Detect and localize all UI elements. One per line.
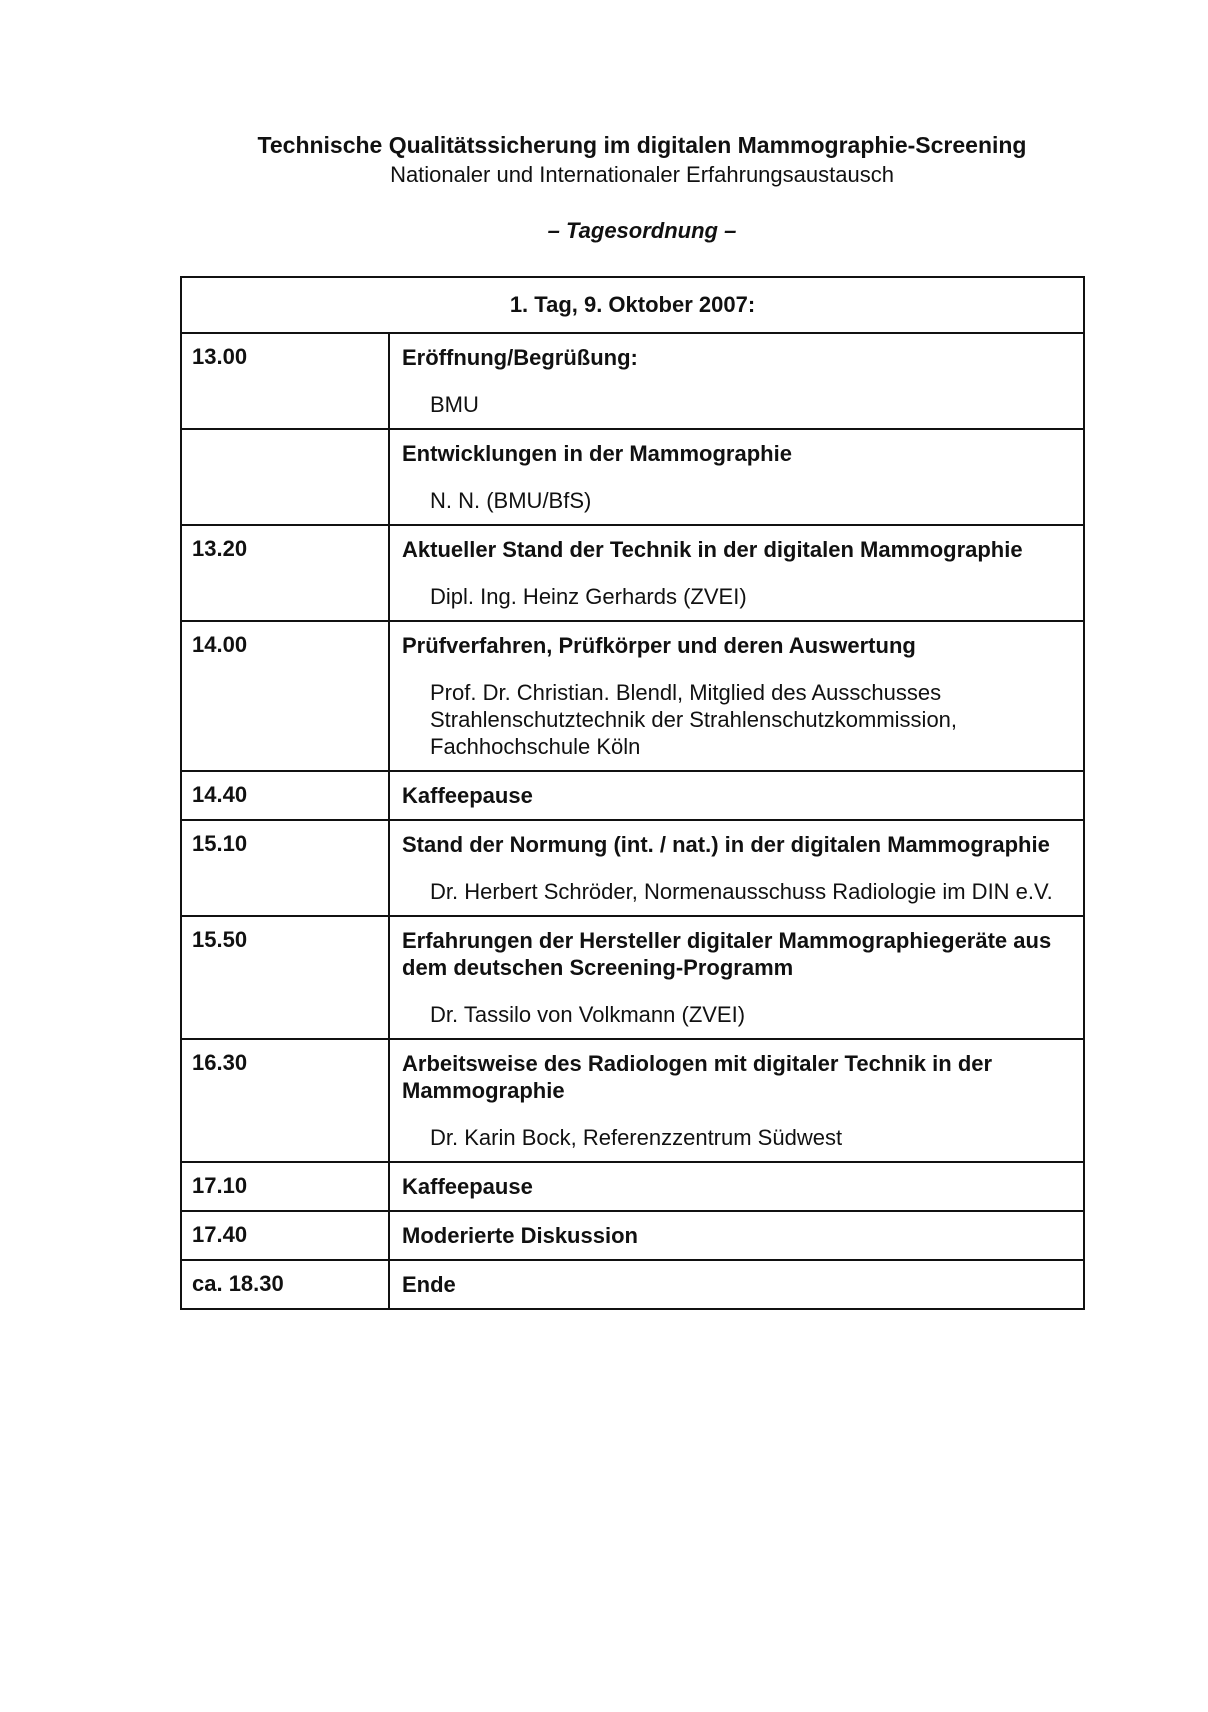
agenda-item — [389, 1162, 1084, 1211]
agenda-item-title: Arbeitsweise des Radiologen mit digitaler Technik in der Mammographie — [402, 1051, 993, 1103]
agenda-row — [181, 1211, 1084, 1260]
agenda-row — [181, 820, 1084, 916]
agenda-row — [181, 771, 1084, 820]
agenda-row — [181, 525, 1084, 621]
agenda-row — [181, 916, 1084, 1039]
agenda-item — [389, 916, 1084, 1039]
agenda-item — [389, 429, 1084, 525]
agenda-row — [181, 1039, 1084, 1162]
agenda-item-title: Entwicklungen in der Mammographie — [402, 441, 792, 466]
agenda-time: 15.10 — [181, 820, 389, 916]
day-heading: 1. Tag, 9. Oktober 2007: — [181, 277, 1084, 333]
agenda-item-title: Aktueller Stand der Technik in der digitalen Mammographie — [402, 537, 1023, 562]
agenda-item-speaker: Dipl. Ing. Heinz Gerhards (ZVEI) — [430, 584, 747, 609]
document-subtitle: Nationaler und Internationaler Erfahrungsaustausch — [390, 162, 894, 187]
agenda-time: 15.50 — [181, 916, 389, 1039]
agenda-item — [389, 820, 1084, 916]
agenda-item — [389, 1260, 1084, 1309]
agenda-time: 17.10 — [181, 1162, 389, 1211]
agenda-item-title: Stand der Normung (int. / nat.) in der digitalen Mammographie — [402, 832, 1050, 857]
agenda-row — [181, 333, 1084, 429]
agenda-time: 16.30 — [181, 1039, 389, 1162]
agenda-item-title: Moderierte Diskussion — [402, 1223, 638, 1248]
agenda-item — [389, 525, 1084, 621]
agenda-row — [181, 621, 1084, 771]
agenda-row — [181, 429, 1084, 525]
agenda-item-speaker: BMU — [430, 392, 479, 417]
agenda-item-title: Kaffeepause — [402, 1174, 533, 1199]
agenda-item — [389, 1039, 1084, 1162]
agenda-time: 13.00 — [181, 333, 389, 429]
agenda-item-speaker: Dr. Herbert Schröder, Normenausschuss Radiologie im DIN e.V. — [430, 879, 1053, 904]
agenda-item-title: Eröffnung/Begrüßung: — [402, 345, 638, 370]
agenda-item — [389, 333, 1084, 429]
day-heading-row — [181, 277, 1084, 333]
agenda-item-title: Ende — [402, 1272, 456, 1297]
agenda-time: 14.00 — [181, 621, 389, 771]
agenda-item-speaker: N. N. (BMU/BfS) — [430, 488, 592, 513]
agenda-item — [389, 1211, 1084, 1260]
agenda-time: 13.20 — [181, 525, 389, 621]
agenda-item-title: Erfahrungen der Hersteller digitaler Mammographiegeräte aus dem deutschen Screening-Programm — [402, 928, 1052, 980]
agenda-time: ca. 18.30 — [181, 1260, 389, 1309]
agenda-label: – Tagesordnung – — [547, 218, 737, 243]
agenda-item-speaker: Dr. Tassilo von Volkmann (ZVEI) — [430, 1002, 746, 1027]
agenda-row — [181, 1260, 1084, 1309]
agenda-item-title: Prüfverfahren, Prüfkörper und deren Auswertung — [402, 633, 916, 658]
agenda-item — [389, 621, 1084, 771]
agenda-time: 17.40 — [181, 1211, 389, 1260]
agenda-table — [180, 276, 1085, 1310]
agenda-item-speaker: Prof. Dr. Christian. Blendl, Mitglied des Ausschusses Strahlenschutztechnik der Strahlenschutzkommission, Fachhochschule Köln — [430, 680, 958, 759]
agenda-row — [181, 1162, 1084, 1211]
agenda-time: 14.40 — [181, 771, 389, 820]
document-title: Technische Qualitätssicherung im digitalen Mammographie-Screening — [257, 132, 1027, 158]
agenda-item-speaker: Dr. Karin Bock, Referenzzentrum Südwest — [430, 1125, 843, 1150]
agenda-item — [389, 771, 1084, 820]
agenda-item-title: Kaffeepause — [402, 783, 533, 808]
agenda-time — [181, 429, 389, 525]
